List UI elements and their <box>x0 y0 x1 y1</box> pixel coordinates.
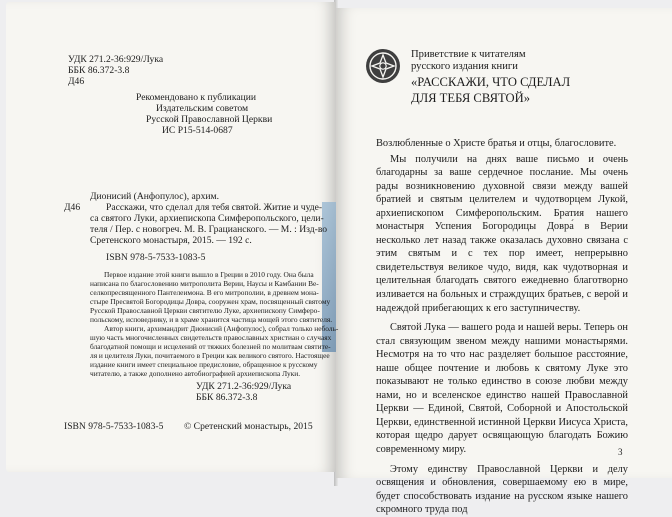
heading-small-2: русского издания книги <box>411 61 518 72</box>
ornament-icon <box>365 48 401 84</box>
paragraph-3: Этому единству Православной Церкви и делу освящения и обновления, совершаемому ею в мире, будет способствовать издание на русском языке нашего скромного труда под <box>376 463 628 516</box>
heading-title-2: ДЛЯ ТЕБЯ СВЯТОЙ» <box>411 91 531 105</box>
author-mark: Д46 <box>68 76 85 87</box>
annotation-line-7: Автор книги, архимандрит Дионисий (Анфопулос), собрал только неболь- <box>104 324 339 333</box>
isbn-footer: ISBN 978-5-7533-1083-5 <box>64 421 164 432</box>
annotation-line-1: Первое издание этой книги вышло в Греции в 2010 году. Она была <box>104 270 314 279</box>
udk-code: УДК 271.2-36:929/Лука <box>68 54 164 65</box>
annotation-line-9: благодатной помощи и исцелений от тяжких болезней по молитвам святите- <box>90 342 331 351</box>
isbn: ISBN 978-5-7533-1083-5 <box>106 252 206 263</box>
heading-title-1: «РАССКАЖИ, ЧТО СДЕЛАЛ <box>411 75 571 89</box>
description-line-1: Расскажи, что сделал для тебя святой. Житие и чуде- <box>106 202 323 213</box>
greeting: Возлюбленные о Христе братья и отцы, благословите. <box>376 138 617 149</box>
page-number: 3 <box>618 447 623 457</box>
annotation-line-2: написана по благословению митрополита Верии, Наусы и Камбании Ве- <box>90 279 319 288</box>
author-mark-2: Д46 <box>64 202 81 213</box>
recommended-line-1: Рекомендовано к публикации <box>136 92 256 103</box>
recommended-line-2: Издательским советом <box>156 103 249 114</box>
description-line-3: теля / Пер. с новогреч. М. В. Грацианского. — М. : Изд-во <box>90 224 328 235</box>
udk-code-2: УДК 271.2-36:929/Лука <box>196 381 292 392</box>
paragraph-1: Мы получили на днях ваше письмо и очень благодарны за ваше сердечное послание. Мы очень рады возникновению духовной связи между вашей братией и святым целителем и чудотворцем Лукой, архиепископом Симферопольским. Братия нашего монастыря Успения Богородицы Довра́ в Верии несколько лет назад также оказалась духовно связана с этим святым и с тех пор имеет, непрерывно свидетельствуя великое чудо, видя, как чудотворная и целительная благодать святого ежедневно благотворно изливается на больных и страждущих братьев, с верой и надеждой прибегающих к его заступничеству. <box>376 153 628 314</box>
annotation-line-10: ля и целителя Луки, почитаемого в Греции как великого святого. Настоящее <box>90 351 330 360</box>
paragraph-2: Святой Лука — вашего рода и нашей веры. Теперь он стал связующим звеном между нашими монастырями. Несмотря на то что нас разделяет большое расстояние, наше общее почтение и любовь к святому Луке это показывают не только единство в союзе любви между нами, но и вселенское единство нашей Православной Церкви — Единой, Святой, Соборной и Апостольской Церкви, единственной истинной Церкви Иисуса Христа, которая щедро дарует освящающую благодать Божию современному миру. <box>376 322 628 456</box>
bbk-code-2: ББК 86.372-3.8 <box>196 392 258 403</box>
annotation-line-6: польскому, исповеднику, и в храме хранится частица мощей этого святителя. <box>90 315 333 324</box>
annotation-line-8: шую часть многочисленных свидетельств православных христиан о случаях <box>90 333 332 342</box>
annotation-line-3: селкопресвященного Пантелеимона. В его митрополии, в древнем мона- <box>90 288 319 297</box>
annotation-line-11: издание книги имеет специальное предисловие, обращенное к русскому <box>90 360 318 369</box>
heading-small-1: Приветствие к читателям <box>411 49 526 60</box>
description-line-4: Сретенского монастыря, 2015. — 192 с. <box>90 235 252 246</box>
recommended-line-3: Русской Православной Церкви <box>146 114 273 125</box>
author-line: Дионисий (Анфопулос), архим. <box>90 191 219 202</box>
body-text <box>376 137 628 517</box>
recommended-line-4: ИС Р15-514-0687 <box>162 125 233 136</box>
copyright: © Сретенский монастырь, 2015 <box>184 421 313 432</box>
bbk-code: ББК 86.372-3.8 <box>68 65 130 76</box>
annotation-line-4: стыре Пресвятой Богородицы Довра, сооружен храм, посвященный святому <box>90 297 331 306</box>
annotation-line-12: читателю, а также дополнено автобиографией архиепископа Луки. <box>90 369 301 378</box>
annotation-line-5: Русской Православной Церкви святителю Луке, архиепископу Симферо- <box>90 306 320 315</box>
description-line-2: са святого Луки, архиепископа Симферопольского, цели- <box>90 213 324 224</box>
